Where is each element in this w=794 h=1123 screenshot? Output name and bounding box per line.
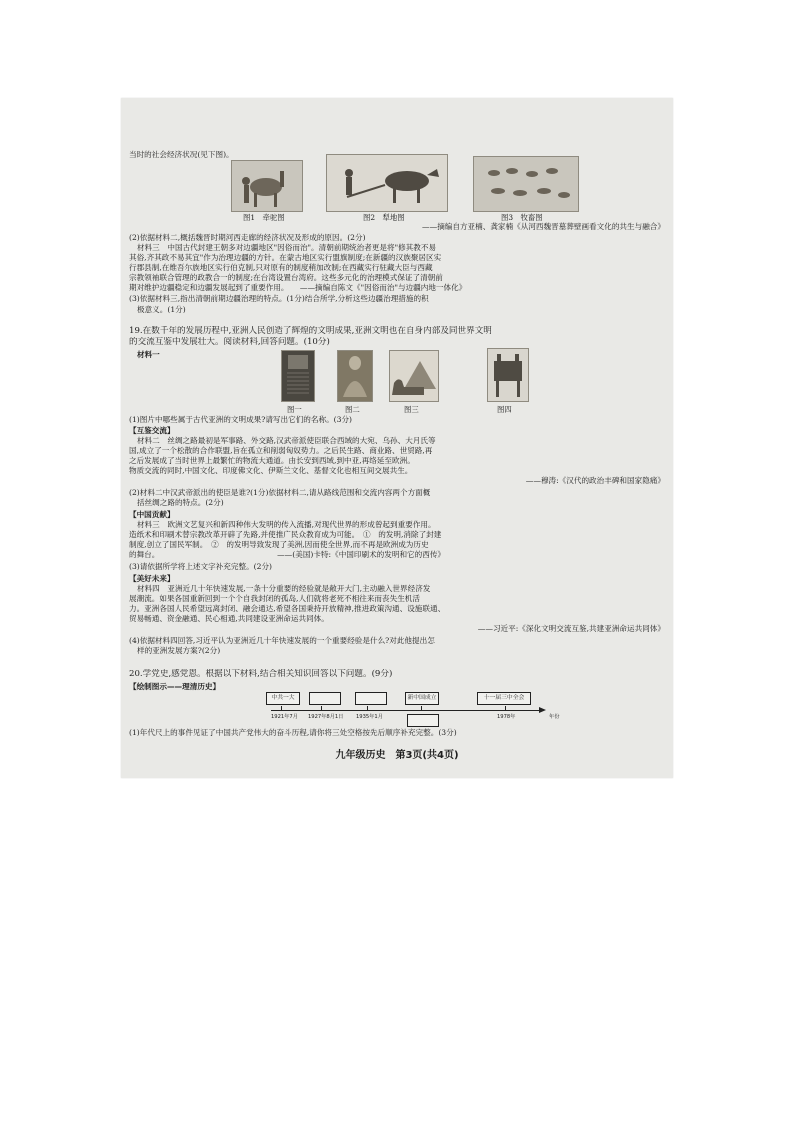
code-of-hammurabi-image: [281, 350, 315, 402]
section-header: 【绘制图示——理清历史】: [129, 682, 221, 691]
material-text: 材料三 中国古代封建王朝多对边疆地区"因俗而治"。清朝前期统治者更是将"修其教不易: [137, 243, 437, 252]
material-text: 材料二 丝绸之路最初是军事路、外交路,汉武帝派使臣联合西域的大宛、乌孙、大月氏等: [137, 436, 436, 445]
question-text: 极意义。(1分): [137, 305, 186, 314]
plowing-painting-image: [326, 154, 448, 212]
material-text: 力。亚洲各国人民希望远离封闭、融会通达,希望各国秉持开放精神,推进政策沟通、设施联通、: [129, 604, 446, 613]
source-citation: ——穆涛:《汉代的政治丰碑和国家隐痛》: [525, 476, 665, 485]
figure-caption: 图1 牵驼图: [243, 213, 285, 222]
material-text: 行郡县制,在维吾尔族地区实行伯克制,只对原有的制度稍加改制;在西藏实行驻藏大臣与西藏: [129, 263, 433, 272]
question-text: 样的亚洲发展方案?(2分): [137, 646, 221, 655]
question-text: (2)材料二中汉武帝派出的使臣是谁?(1分)依据材料二,请从路线范围和交流内容两个方面概: [129, 488, 431, 497]
material-text: 之后发展成了当时世界上最繁忙的物流大通道。由长安到西域,到中亚,再络延至欧洲。: [129, 456, 415, 465]
timeline-date: 1978年: [497, 714, 516, 720]
timeline-event-box: 十一届三中全会: [477, 692, 531, 705]
question-text: (3)请依据所学将上述文字补充完整。(2分): [129, 562, 273, 571]
material-text: 材料四 亚洲近几十年快速发展,一条十分重要的经验就是敞开大门,主动融入世界经济发: [137, 584, 431, 593]
timeline-tick: [367, 706, 368, 710]
bronze-ding-image: [487, 348, 529, 402]
timeline-event-box: 新中国成立: [405, 692, 439, 705]
question-19-text: 19.在数千年的发展历程中,亚洲人民创造了辉煌的文明成果,亚洲文明也在自身内部及同世界文明: [129, 326, 492, 336]
timeline-tick: [281, 706, 282, 710]
figure-caption: 图二: [345, 405, 360, 414]
timeline-unit: 年份: [549, 714, 560, 720]
figure-caption: 图四: [497, 405, 512, 414]
figure-caption: 图一: [287, 405, 302, 414]
question-text: (3)依据材料三,指出清朝前期边疆治理的特点。(1分)结合所学,分析这些边疆治理措施的积: [129, 294, 429, 303]
question-20-text: 20.学党史,感党恩。根据以下材料,结合相关知识回答以下问题。(9分): [129, 669, 393, 679]
section-header: 【美好未来】: [129, 574, 175, 583]
question-text: (2)依据材料二,概括魏晋时期河西走廊的经济状况及形成的原因。(2分): [129, 233, 366, 242]
material-text: 造纸术和印刷术替宗教改革开辟了先路,并使推广民众教育成为可能。 ① 的发明,消除了封建: [129, 530, 442, 539]
material-text: 国,成立了一个松散的合作联盟,旨在孤立和削弱匈奴势力。之后民生路、商业路、世贸路,再: [129, 446, 433, 455]
timeline-axis: [271, 710, 541, 711]
figure-caption: 图3 牧畜图: [501, 213, 543, 222]
question-text: (4)依据材料四回答,习近平认为亚洲近几十年快速发展的一个重要经验是什么?对此他提出怎: [129, 636, 435, 645]
exam-page: [121, 98, 673, 778]
section-header: 【中国贡献】: [129, 510, 175, 519]
source-citation: ——习近平:《深化文明交流互鉴,共建亚洲命运共同体》: [477, 624, 665, 633]
timeline-blank-box[interactable]: [309, 692, 341, 705]
timeline-blank-box[interactable]: [355, 692, 387, 705]
material-text: 材料三 欧洲文艺复兴和新四种伟大发明的传入流播,对现代世界的形成曾起到重要作用。: [137, 520, 436, 529]
material-text: 贸易畅通、资金融通、民心相通,共同建设亚洲命运共同体。: [129, 614, 329, 623]
material-text: 展潮流。如果各国重新回到一个个自我封闭的孤岛,人们就将老死不相往来而丧失生机活: [129, 594, 420, 603]
material-text: 的舞台。 ——(美国)卡特:《中国印刷术的发明和它的西传》: [129, 550, 446, 559]
page-footer: 九年级历史 第3页(共4页): [335, 750, 459, 761]
question-text: 括丝绸之路的特点。(2分): [137, 498, 224, 507]
figure-caption: 图三: [404, 405, 419, 414]
material-text: 物质交流的同时,中国文化、印度佛文化、伊斯兰文化、基督文化也相互间交展共生。: [129, 466, 413, 475]
material-text: 期对维护边疆稳定和边疆发展起到了重要作用。 ——摘编自陈文《"因俗而治"与边疆内地一体化》: [129, 283, 467, 292]
question-19-text: 的交流互鉴中发展壮大。阅读材料,回答问题。(10分): [129, 337, 330, 347]
question-text: (1)图片中哪些属于古代亚洲的文明成果?请写出它们的名称。(3分): [129, 415, 353, 424]
timeline-date: 1927年8月1日: [308, 714, 344, 720]
timeline-tick: [421, 706, 422, 710]
material-text: 其俗,齐其政不易其宜"作为治理边疆的方针。在蒙古地区实行盟旗制度;在新疆的汉族聚居区实: [129, 253, 442, 262]
text-line: 当时的社会经济状况(见下图)。: [129, 150, 234, 159]
timeline-date: 1921年7月: [271, 714, 298, 720]
material-label: 材料一: [137, 350, 160, 359]
camel-painting-image: [231, 160, 303, 212]
timeline-blank-box[interactable]: [407, 714, 439, 727]
material-text: 宗教领袖联合管理的政教合一的制度;在台湾设置台湾府。这些多元化的治理模式保证了清朝前: [129, 273, 443, 282]
buddha-statue-image: [337, 350, 373, 402]
timeline-arrow-icon: [539, 707, 546, 713]
source-citation: ——摘编自方亚楠、龚家楠《从河西魏晋墓葬壁画看文化的共生与融合》: [422, 222, 665, 231]
figure-caption: 图2 犁地图: [363, 213, 405, 222]
material-text: 制度,创立了国民军制。 ② 的发明导致发现了美洲,因而使全世界,而不再是欧洲成为历史: [129, 540, 429, 549]
timeline-tick: [321, 706, 322, 710]
section-header: 【互鉴交流】: [129, 426, 175, 435]
timeline-date: 1935年1月: [356, 714, 383, 720]
question-text: (1)年代尺上的事件见证了中国共产党伟大的奋斗历程,请你将三处空格按先后顺序补充完整。(3分): [129, 728, 457, 737]
timeline-tick: [505, 706, 506, 710]
herding-painting-image: [473, 156, 579, 212]
sphinx-pyramid-image: [389, 350, 439, 402]
timeline-event-box: 中共一大: [266, 692, 300, 705]
